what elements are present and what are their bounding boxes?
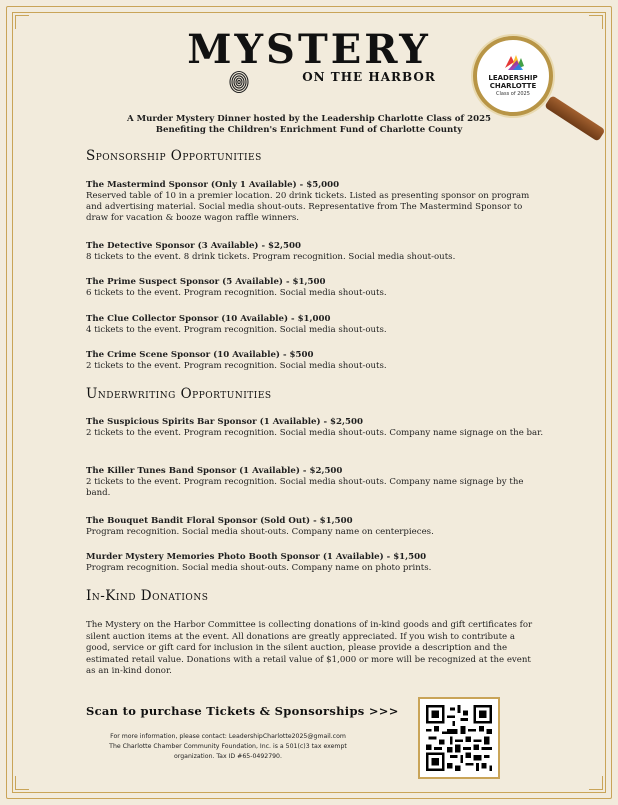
logo-title: MYSTERY [187, 26, 431, 73]
leadership-charlotte-badge [473, 36, 553, 116]
sponsor-title: The Crime Scene Sponsor (10 Available) - $500 [86, 350, 314, 360]
logo-subtitle: ON THE HARBOR [302, 70, 436, 84]
sponsor-item [86, 314, 546, 336]
badge-line-1: LEADERSHIP [488, 74, 538, 82]
contact-line-1: For more information, please contact: LeadershipCharlotte2025@gmail.com [110, 733, 346, 740]
underwriting-desc: 2 tickets to the event. Program recognition. Social media shout-outs. Company name signage on the bar. [86, 428, 544, 438]
underwriting-item [86, 466, 546, 499]
badge-line-3: Class of 2025 [496, 91, 530, 97]
underwriting-item [86, 417, 546, 439]
sponsor-desc: Reserved table of 10 in a premier location. 20 drink tickets. Listed as presenting sponsor on program and advertising material. Social media shout-outs. Representative from The Mastermind Sponsor to draw for vacation & booze wagon raffle winners. [86, 191, 530, 223]
contact-line-2: The Charlotte Chamber Community Foundation, Inc. is a 501(c)3 tax exempt [109, 743, 347, 750]
underwriting-title: The Suspicious Spirits Bar Sponsor (1 Available) - $2,500 [86, 417, 363, 427]
contact-line-3: organization. Tax ID #65-0492790. [174, 753, 282, 760]
inkind-paragraph: The Mystery on the Harbor Committee is collecting donations of in-kind goods and gift certificates for silent auction items at the event. All donations are greatly appreciated. If you wish to contribute a good, service or gift card for inclusion in the silent auction, please provide a description and the estimated retail value. Donations with a retail value of $1,000 or more will be recognized at the event as an in-kind donor. [86, 620, 533, 676]
qr-code-icon [426, 705, 492, 771]
underwriting-desc: Program recognition. Social media shout-outs. Company name on photo prints. [86, 563, 432, 573]
corner-ornament [589, 776, 603, 790]
corner-ornament [15, 15, 29, 29]
sponsor-item [86, 241, 546, 263]
underwriting-desc: Program recognition. Social media shout-outs. Company name on centerpieces. [86, 527, 434, 537]
sponsor-title: The Clue Collector Sponsor (10 Available) - $1,000 [86, 314, 331, 324]
sponsor-desc: 4 tickets to the event. Program recognition. Social media shout-outs. [86, 325, 387, 335]
intro-line-1: A Murder Mystery Dinner hosted by the Leadership Charlotte Class of 2025 [126, 114, 492, 124]
badge-line-2: CHARLOTTE [489, 82, 537, 90]
qr-code[interactable] [418, 697, 500, 779]
underwriting-title: The Bouquet Bandit Floral Sponsor (Sold Out) - $1,500 [86, 516, 353, 526]
contact-info [86, 732, 370, 762]
sponsor-desc: 8 tickets to the event. 8 drink tickets. Program recognition. Social media shout-outs. [86, 252, 456, 262]
underwriting-title: The Killer Tunes Band Sponsor (1 Available) - $2,500 [86, 466, 343, 476]
corner-ornament [589, 15, 603, 29]
underwriting-title: Murder Mystery Memories Photo Booth Sponsor (1 Available) - $1,500 [86, 552, 427, 562]
sponsor-item [86, 180, 546, 224]
sponsorship-heading: Sponsorship Opportunities [86, 148, 262, 164]
inkind-heading: In-Kind Donations [86, 588, 209, 604]
corner-ornament [15, 776, 29, 790]
rainbow-mark-icon [501, 52, 527, 72]
sponsor-item [86, 350, 546, 372]
fingerprint-icon [228, 70, 250, 94]
scan-cta: Scan to purchase Tickets & Sponsorships >>> [86, 704, 399, 718]
underwriting-item [86, 552, 546, 574]
sponsor-title: The Mastermind Sponsor (Only 1 Available) - $5,000 [86, 180, 340, 190]
intro-line-2: Benefiting the Children's Enrichment Fund of Charlotte County [155, 125, 463, 135]
underwriting-heading: Underwriting Opportunities [86, 386, 272, 402]
sponsor-desc: 2 tickets to the event. Program recognition. Social media shout-outs. [86, 361, 387, 371]
sponsor-title: The Detective Sponsor (3 Available) - $2,500 [86, 241, 301, 251]
sponsor-title: The Prime Suspect Sponsor (5 Available) - $1,500 [86, 277, 326, 287]
intro-text [0, 114, 618, 136]
sponsor-item [86, 277, 546, 299]
underwriting-desc: 2 tickets to the event. Program recognition. Social media shout-outs. Company name signage by the band. [86, 477, 524, 498]
sponsor-desc: 6 tickets to the event. Program recognition. Social media shout-outs. [86, 288, 387, 298]
underwriting-item [86, 516, 546, 538]
